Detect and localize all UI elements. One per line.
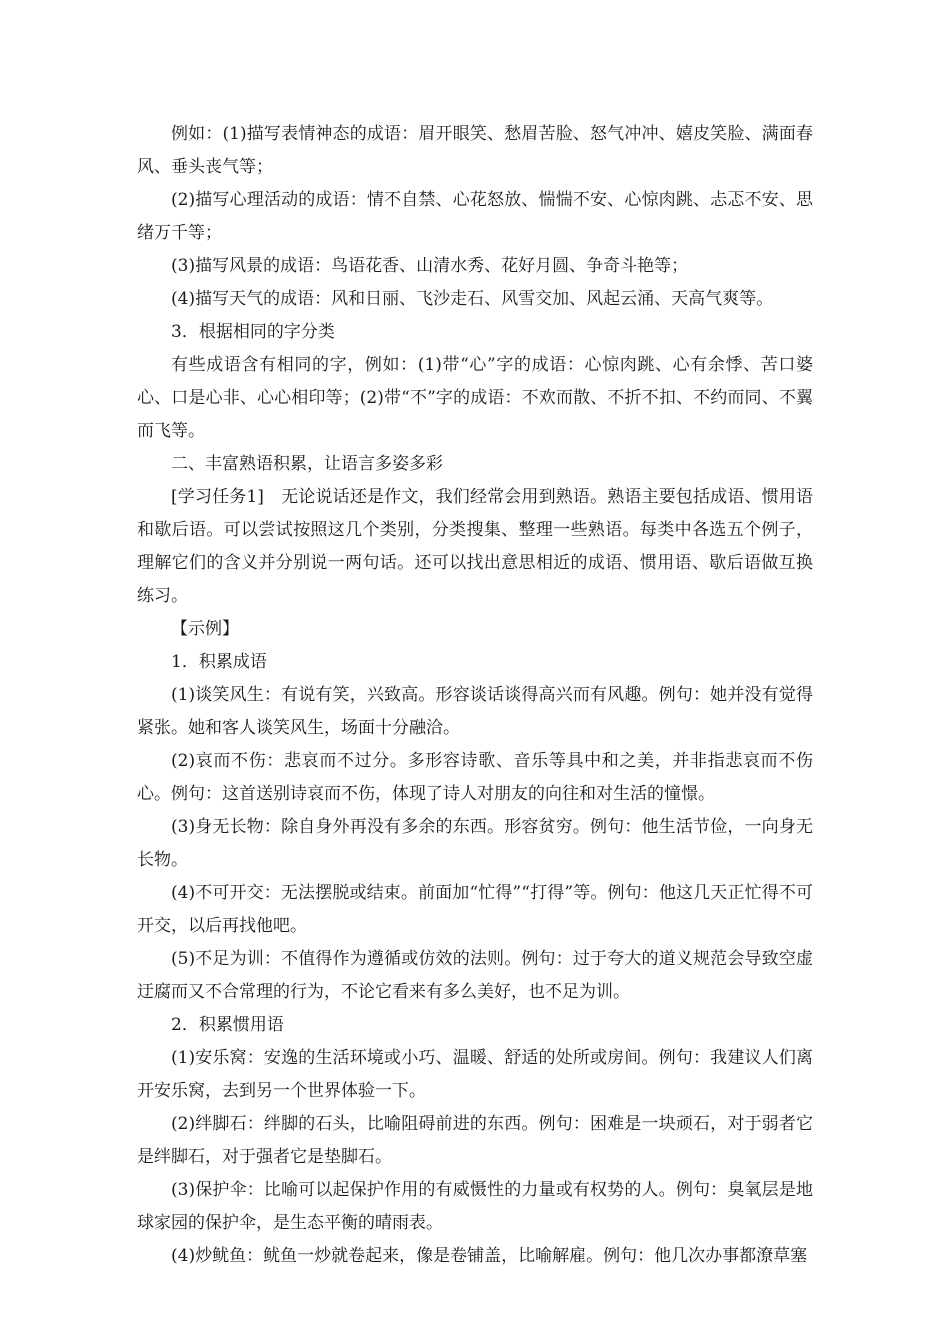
idiom-entry-3: (3)身无长物：除自身外再没有多余的东西。形容贫穷。例句：他生活节俭，一向身无长物。 <box>137 817 813 870</box>
heading-same-character: 3．根据相同的字分类 <box>171 322 335 342</box>
section-heading-2: 二、丰富熟语积累，让语言多姿多彩 <box>171 454 443 474</box>
idiom-entry-4: (4)不可开交：无法摆脱或结束。前面加“忙得”“打得”等。例句：他这几天正忙得不可开交，以后再找他吧。 <box>137 883 813 936</box>
paragraph-same-character: 有些成语含有相同的字，例如：(1)带“心”字的成语：心惊肉跳、心有余悸、苦口婆心、口是心非、心心相印等；(2)带“不”字的成语：不欢而散、不折不扣、不约而同、不翼而飞等。 <box>137 355 813 441</box>
paragraph-idiom-psychology: (2)描写心理活动的成语：情不自禁、心花怒放、惴惴不安、心惊肉跳、忐忑不安、思绪万千等； <box>137 190 813 243</box>
phrase-entry-2: (2)绊脚石：绊脚的石头，比喻阻碍前进的东西。例句：困难是一块顽石，对于弱者它是绊脚石，对于强者它是垫脚石。 <box>137 1114 813 1167</box>
idiom-entry-2: (2)哀而不伤：悲哀而不过分。多形容诗歌、音乐等具中和之美，并非指悲哀而不伤心。例句：这首送别诗哀而不伤，体现了诗人对朋友的向往和对生活的憧憬。 <box>137 751 813 804</box>
heading-accumulate-phrases: 2．积累惯用语 <box>171 1015 284 1035</box>
idiom-entry-5: (5)不足为训：不值得作为遵循或仿效的法则。例句：过于夸大的道义规范会导致空虚迂腐而又不合常理的行为，不论它看来有多么美好，也不足为训。 <box>137 949 813 1002</box>
paragraph-idiom-weather: (4)描写天气的成语：风和日丽、飞沙走石、风雪交加、风起云涌、天高气爽等。 <box>171 289 774 309</box>
phrase-entry-1: (1)安乐窝：安逸的生活环境或小巧、温暖、舒适的处所或房间。例句：我建议人们离开安乐窝，去到另一个世界体验一下。 <box>137 1048 813 1101</box>
phrase-entry-3: (3)保护伞：比喻可以起保护作用的有威慑性的力量或有权势的人。例句：臭氧层是地球家园的保护伞，是生态平衡的晴雨表。 <box>137 1180 813 1233</box>
phrase-entry-4: (4)炒鱿鱼：鱿鱼一炒就卷起来，像是卷铺盖，比喻解雇。例句：他几次办事都潦草塞 <box>171 1246 808 1266</box>
paragraph-task-1: [学习任务1] 无论说话还是作文，我们经常会用到熟语。熟语主要包括成语、惯用语和歇后语。可以尝试按照这几个类别，分类搜集、整理一些熟语。每类中各选五个例子，理解它们的含义并分别说一两句话。还可以找出意思相近的成语、惯用语、歇后语做互换练习。 <box>137 487 813 606</box>
paragraph-idiom-scenery: (3)描写风景的成语：鸟语花香、山清水秀、花好月圆、争奇斗艳等； <box>171 256 689 276</box>
example-label: 【示例】 <box>171 619 239 639</box>
document-body <box>137 118 813 1273</box>
paragraph-idiom-expressions: 例如：(1)描写表情神态的成语：眉开眼笑、愁眉苦脸、怒气冲冲、嬉皮笑脸、满面春风、垂头丧气等； <box>137 124 813 177</box>
heading-accumulate-idioms: 1．积累成语 <box>171 652 267 672</box>
idiom-entry-1: (1)谈笑风生：有说有笑，兴致高。形容谈话谈得高兴而有风趣。例句：她并没有觉得紧张。她和客人谈笑风生，场面十分融洽。 <box>137 685 813 738</box>
